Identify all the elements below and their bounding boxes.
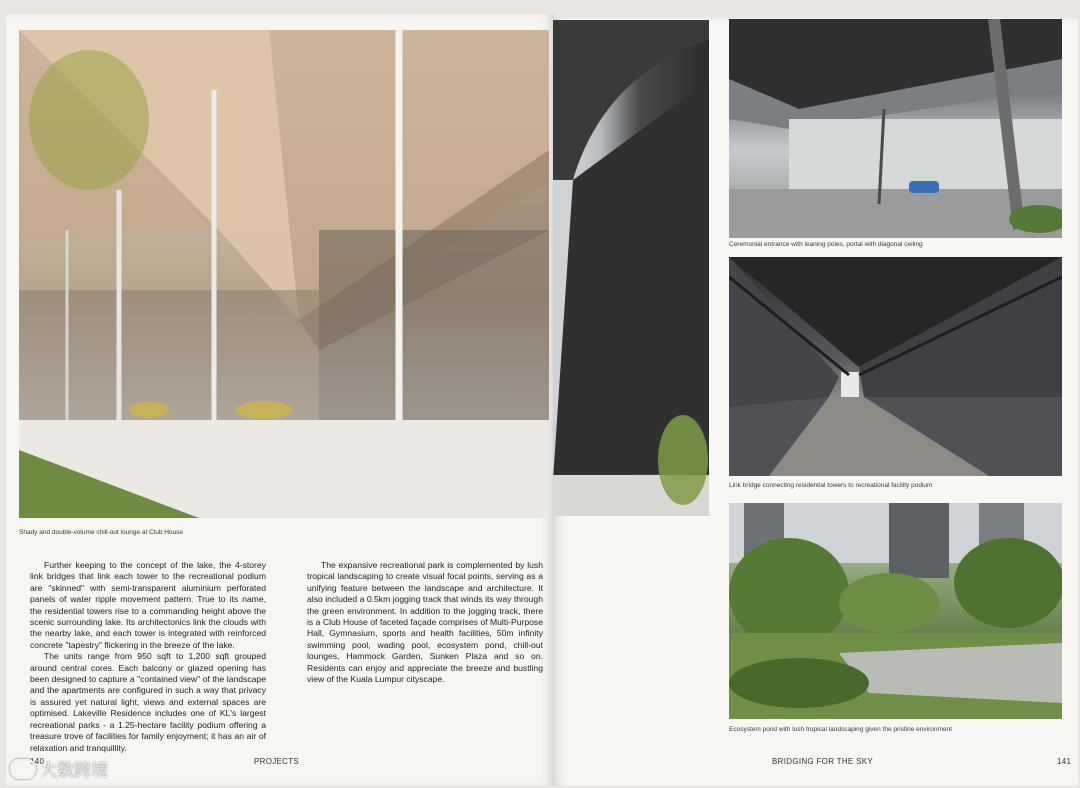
photo-b-caption: Link bridge connecting residential towers to recreational facility podium — [729, 482, 933, 489]
watermark-text: 大数跨境 — [40, 761, 108, 780]
watermark-logo-icon — [10, 759, 36, 779]
left-page-number: 140 — [30, 757, 45, 766]
right-page-number: 141 — [1057, 757, 1072, 766]
body-text-column-1 — [30, 560, 266, 754]
main-photo-caption: Shady and double-volume chill-out lounge at Club House — [19, 529, 184, 536]
watermark — [10, 756, 108, 781]
section-label: PROJECTS — [254, 757, 300, 766]
club-house-lounge-illustration — [19, 30, 549, 518]
photo-a-caption: Ceremonial entrance with leaning poles, portal with diagonal ceiling — [729, 241, 923, 248]
ecosystem-pond-illustration — [729, 503, 1062, 719]
ceremonial-entrance-photo — [729, 19, 1062, 238]
column1-paragraph-1: Further keeping to the concept of the lake, the 4-storey link bridges that link each tower to the recreational podium are "skinned" with semi-transparent aluminium perforated panels of water ripple movement pattern. True to its name, the residential towers rise to a commanding height above the scenic surrounding lake. Its architectonics link the clouds with the nearby lake, and each tower is integrated with reinforced concrete "tapestry" flickering in the breeze of the lake. — [30, 560, 266, 650]
body-text-column-2 — [307, 560, 543, 685]
ceremonial-entrance-illustration — [729, 19, 1062, 238]
column1-paragraph-2: The units range from 950 sqft to 1,200 sqft grouped around central cores. Each balcony or glazed opening has been designed to capture a "contained view" of the landscape and the apartments are configured in such a way that privacy is assured yet natural light, views and external spaces are optimised. Lakeville Residence includes one of KL's largest recreational parks - a 1.25-hectare facility podium offering a treasure trove of facilities for family enjoyment; it has an air of relaxation and tranquillity. — [30, 651, 266, 753]
link-bridge-illustration — [729, 257, 1062, 476]
link-bridge-photo — [729, 257, 1062, 476]
column2-paragraph-1: The expansive recreational park is complemented by lush tropical landscaping to create visual focal points, serving as a unifying feature between the landscape and architecture. It also included a 0.5km jogging track that winds its way through the green environment. In addition to the jogging track, there is a Club House of faceted façade comprises of Multi-Purpose Hall, Gymnasium, sports and health facilities, 50m infinity swimming pool, wading pool, ecosystem pond, chill-out lounges, Hammock Garden, Sunken Plaza and so on. Residents can enjoy and appreciate the breeze and bustling view of the Kuala Lumpur cityscape. — [307, 560, 543, 685]
photo-c-caption: Ecosystem pond with lush tropical landscaping given the pristine environment — [729, 726, 952, 733]
club-house-lounge-photo — [19, 30, 549, 518]
facade-column-photo — [553, 20, 709, 516]
facade-column-illustration — [553, 20, 709, 516]
article-title: BRIDGING FOR THE SKY — [772, 757, 873, 766]
ecosystem-pond-photo — [729, 503, 1062, 719]
